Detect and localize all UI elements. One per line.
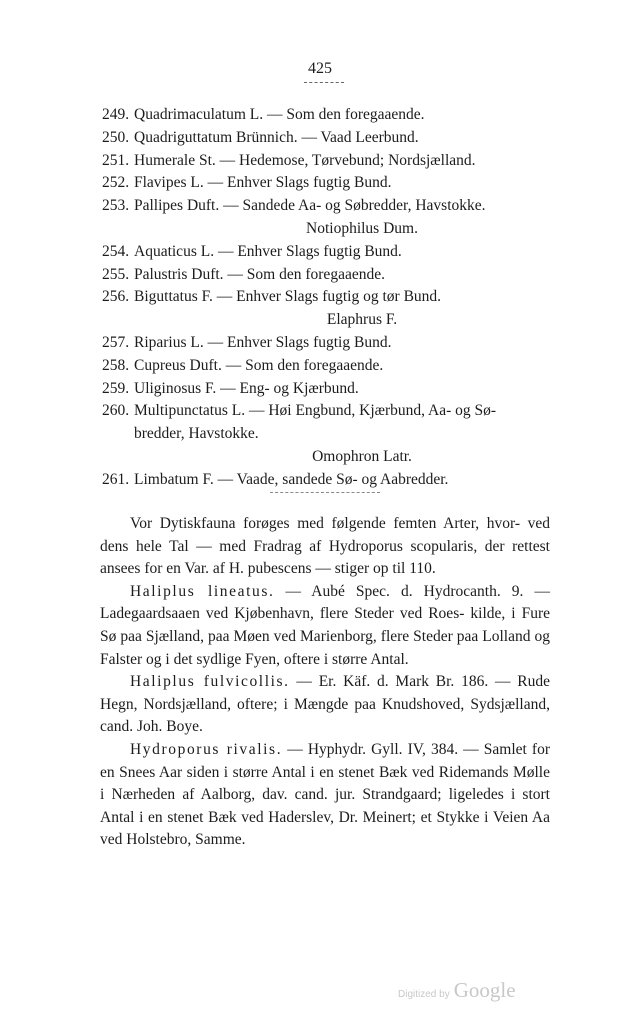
species-entry	[102, 332, 562, 355]
entry-number: 261.	[102, 470, 130, 488]
google-logo: Google	[453, 978, 516, 1002]
paragraph-line: til 110.	[392, 560, 436, 578]
entry-number: 252.	[102, 174, 130, 192]
entry-number: 249.	[102, 106, 130, 123]
paragraph-line: Samlet for en Snees Aar siden i større Antal i en stenet	[100, 740, 551, 781]
entry-text: Limbatum F. — Vaade, sandede Sø- og Aabredder.	[134, 470, 449, 488]
entry-text: Cupreus Duft. — Som den foregaaende.	[134, 356, 384, 374]
paragraph-line: der rettest ansees for en Var. af H. pubescens — stiger op	[100, 537, 550, 578]
paragraph-line: ved dens hele Tal — med Fradrag af Hydroporus scopularis,	[100, 515, 550, 555]
species-name: Haliplus lineatus.	[130, 582, 275, 600]
species-entry	[102, 355, 562, 378]
entry-number: 258.	[102, 356, 130, 374]
paragraph-line: oftere i større Antal.	[283, 650, 409, 668]
page-number: 425	[308, 60, 332, 77]
species-entry	[102, 104, 562, 127]
paragraph	[100, 581, 550, 671]
genus-heading: Omophron Latr.	[312, 447, 412, 465]
paragraph-line: flere Steder paa Lolland og Falster og i det sydlige Fyen,	[100, 627, 550, 668]
species-entry	[102, 127, 562, 150]
paragraph-line: Bæk ved Haderslev, Dr. Meinert; et Stykke i Veien Aa ved	[100, 808, 551, 849]
species-entry	[102, 286, 562, 309]
entry-number: 255.	[102, 265, 130, 283]
paragraph-line: — Er. Käf. d. Mark Br. 186. —	[289, 673, 511, 691]
paragraph-line: Bæk ved Ridemands Mølle i Nærheden af Aalborg, dav.	[100, 763, 550, 804]
entry-text: Aquaticus L. — Enhver Slags fugtig Bund.	[134, 242, 402, 260]
paragraph-line: cand. jur. Strandgaard; ligeledes i stort Antal i en stenet	[100, 786, 550, 826]
entry-text: Palustris Duft. — Som den foregaaende.	[134, 265, 385, 283]
page-number-rule	[304, 82, 344, 84]
species-name: Haliplus fulvicollis.	[130, 673, 290, 691]
genus-heading: Elaphrus F.	[326, 311, 398, 329]
species-entry	[102, 469, 562, 492]
entry-number: 259.	[102, 379, 130, 397]
entry-text: Multipunctatus L. — Høi Engbund, Kjærbund, Aa- og Sø-	[134, 402, 497, 420]
entry-text: Uliginosus F. — Eng- og Kjærbund.	[134, 379, 359, 397]
paragraph	[100, 671, 550, 739]
entry-number: 256.	[102, 288, 130, 306]
watermark-prefix: Digitized by	[398, 989, 450, 1000]
paragraph-line: Vor Dytiskfauna forøges med følgende femten Arter, hvor-	[130, 515, 520, 532]
section-divider	[270, 492, 380, 494]
entry-text: Quadrimaculatum L. — Som den foregaaende.	[134, 106, 425, 123]
paragraph-line: — Aubé Spec. d. Hydrocanth. 9.	[274, 582, 524, 600]
species-entry	[102, 264, 562, 287]
entry-text: Pallipes Duft. — Sandede Aa- og Søbredder, Havstokke.	[134, 197, 486, 215]
species-list	[102, 104, 562, 492]
paragraph-line: — Hyphydr. Gyll. IV, 384. —	[282, 740, 479, 758]
genus-heading: Notiophilus Dum.	[306, 219, 418, 237]
entry-text: Flavipes L. — Enhver Slags fugtig Bund.	[134, 174, 392, 192]
entry-continuation: bredder, Havstokke.	[134, 425, 259, 443]
paragraph-line: — Ladegaardsaaen ved Kjøbenhavn, flere Steder ved Roes-	[100, 582, 550, 623]
paragraph-line: Rude Hegn, Nordsjælland, oftere; i Mængde paa Knudshoved,	[100, 673, 550, 713]
entry-number: 250.	[102, 128, 130, 146]
paragraph	[100, 513, 550, 581]
entry-text: Quadriguttatum Brünnich. — Vaad Leerbund.	[134, 128, 419, 146]
paragraph	[100, 739, 550, 852]
entry-number: 257.	[102, 333, 130, 351]
species-entry	[102, 378, 562, 401]
species-name: Hydroporus rivalis.	[130, 740, 283, 758]
paragraph-line: Holstebro, Samme.	[126, 831, 246, 849]
entry-number: 254.	[102, 242, 130, 260]
entry-number: 260.	[102, 402, 130, 420]
species-entry	[102, 400, 562, 423]
google-watermark	[398, 978, 516, 1003]
entry-text: Humerale St. — Hedemose, Tørvebund; Nordsjælland.	[134, 151, 476, 169]
paragraph-line: Sydsjælland, cand. Joh. Boye.	[100, 695, 550, 736]
entry-text: Biguttatus F. — Enhver Slags fugtig og tør Bund.	[134, 288, 442, 306]
species-entry	[102, 241, 562, 264]
entry-number: 253.	[102, 197, 130, 215]
entry-number: 251.	[102, 151, 130, 169]
paragraph-line: kilde, i Fure Sø paa Sjælland, paa Møen ved Marienborg,	[100, 605, 550, 645]
species-entry	[102, 172, 562, 195]
prose-section	[100, 513, 550, 852]
species-entry	[102, 150, 562, 173]
entry-text: Riparius L. — Enhver Slags fugtig Bund.	[134, 333, 392, 351]
species-entry	[102, 195, 562, 218]
